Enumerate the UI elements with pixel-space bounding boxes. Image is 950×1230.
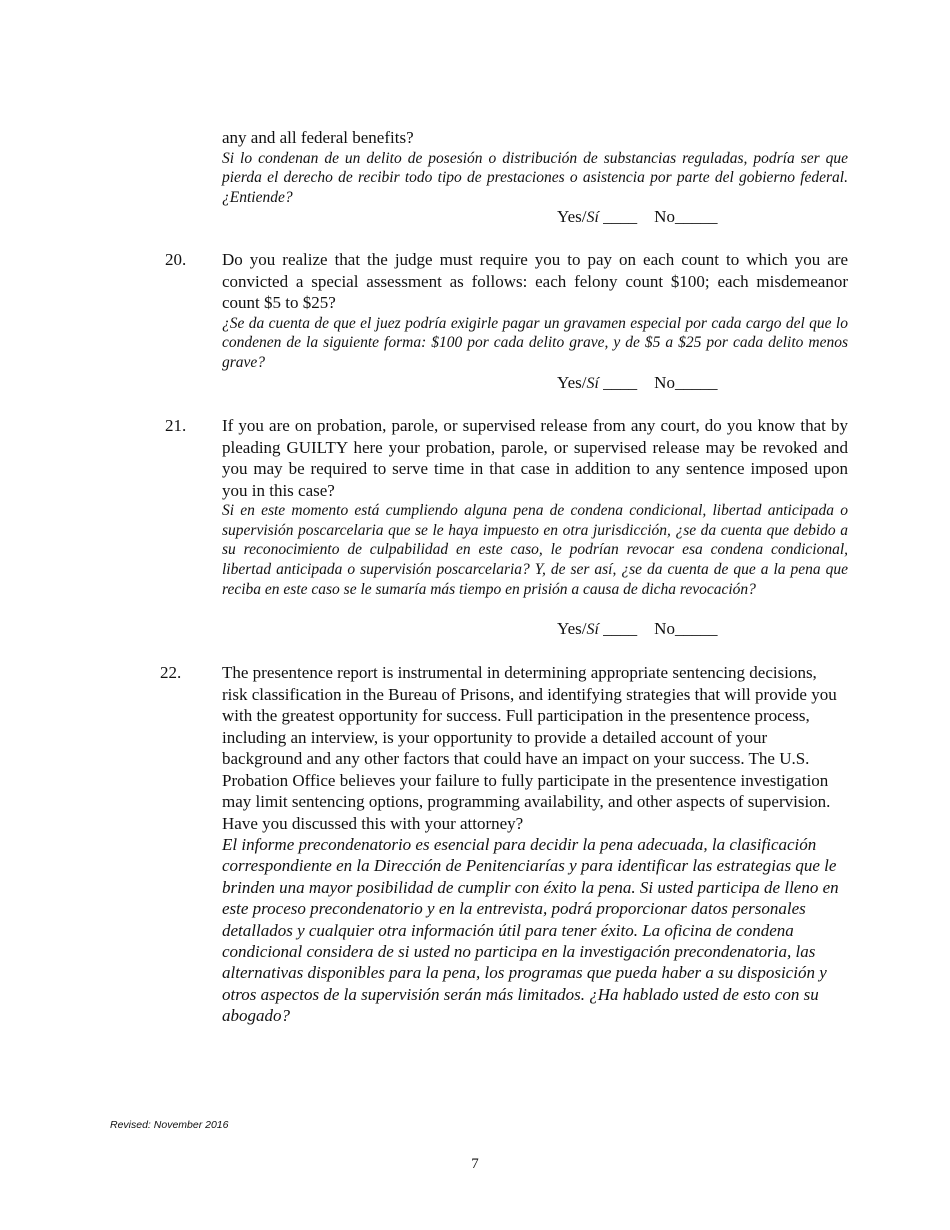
yes-label: Yes/ <box>557 207 587 226</box>
q19-spanish: Si lo condenan de un delito de posesión o distribución de substancias reguladas, podría ser que pierda el derecho de recibir todo tipo de prestaciones o asistencia por parte del gobierno federal. ¿Entiende? <box>222 149 848 206</box>
q22-english: The presentence report is instrumental in determining appropriate sentencing decisions, risk classification in the Bureau of Prisons, and identifying strategies that will provide you with the greatest opportunity for success. Full participation in the presentence process, including an interview, is your opportunity to provide a detailed account of your background and any other factors that could have an impact on your success. The U.S. Probation Office believes your failure to fully participate in the presentence investigation may limit sentencing options, programming availability, and other aspects of supervision. Have you discussed this with your attorney? <box>222 663 837 833</box>
q19-block <box>222 127 848 208</box>
revised-date: Revised: November 2016 <box>110 1119 229 1131</box>
q21-answer-line[interactable] <box>557 619 717 639</box>
q21-english: If you are on probation, parole, or supervised release from any court, do you know that by pleading GUILTY here your probation, parole, or supervised release may be revoked and you may be required to serve time in that case in addition to any sentence imposed upon you in this case? <box>222 416 848 500</box>
yes-label: Yes/ <box>557 373 587 392</box>
q21-number: 21. <box>165 416 187 435</box>
si-label: Sí <box>586 209 599 226</box>
page-number: 7 <box>471 1156 479 1172</box>
no-label[interactable]: No_____ <box>654 619 718 638</box>
yes-blank[interactable]: ____ <box>598 373 655 392</box>
si-label: Sí <box>586 375 599 392</box>
q19-answer-line[interactable] <box>557 207 717 227</box>
q22-spanish: El informe precondenatorio es esencial para decidir la pena adecuada, la clasificación correspondiente en la Dirección de Penitenciarías y para identificar las estrategias que le brinden una mayor posibilidad de cumplir con éxito la pena. Si usted participa de lleno en este proceso precondenatorio y en la entrevista, podrá proporcionar datos personales detallados y cualquier otra información útil para tener éxito. La oficina de condena condicional considera de si usted no participa en la investigación precondenatoria, las alternativas disponibles para la pena, los programas que pueda haber a su disposición y otros aspectos de la supervisión serán más limitados. ¿Ha hablado usted de esto con su abogado? <box>222 835 839 1026</box>
q20-block <box>222 249 848 373</box>
q19-english: any and all federal benefits? <box>222 128 414 147</box>
no-label[interactable]: No_____ <box>654 373 718 392</box>
q21-block <box>222 415 848 600</box>
q22-number: 22. <box>160 663 182 682</box>
q21-spanish: Si en este momento está cumpliendo alguna pena de condena condicional, libertad anticipada o supervisión poscarcelaria que se le haya impuesto en otra jurisdicción, ¿se da cuenta que debido a su reconocimiento de culpabilidad en este caso, le podrían revocar esa condena condicional, libertad anticipada o supervisión poscarcelaria? Y, de ser así, ¿se da cuenta de que a la pena que reciba en este caso se le sumaría más tiempo en prisión a causa de dicha revocación? <box>222 502 848 598</box>
q20-answer-line[interactable] <box>557 373 717 393</box>
q20-english: Do you realize that the judge must require you to pay on each count to which you are convicted a special assessment as follows: each felony count $100; each misdemeanor count $5 to $25? <box>222 250 848 312</box>
yes-blank[interactable]: ____ <box>598 207 655 226</box>
q20-number: 20. <box>165 250 187 269</box>
yes-label: Yes/ <box>557 619 587 638</box>
si-label: Sí <box>586 621 599 638</box>
yes-blank[interactable]: ____ <box>598 619 655 638</box>
q22-block <box>222 662 842 1027</box>
no-label[interactable]: No_____ <box>654 207 718 226</box>
q20-spanish: ¿Se da cuenta de que el juez podría exigirle pagar un gravamen especial por cada cargo del que lo condenen de la siguiente forma: $100 por cada delito grave, y de $5 a $25 por cada delito menos grave? <box>222 314 848 371</box>
